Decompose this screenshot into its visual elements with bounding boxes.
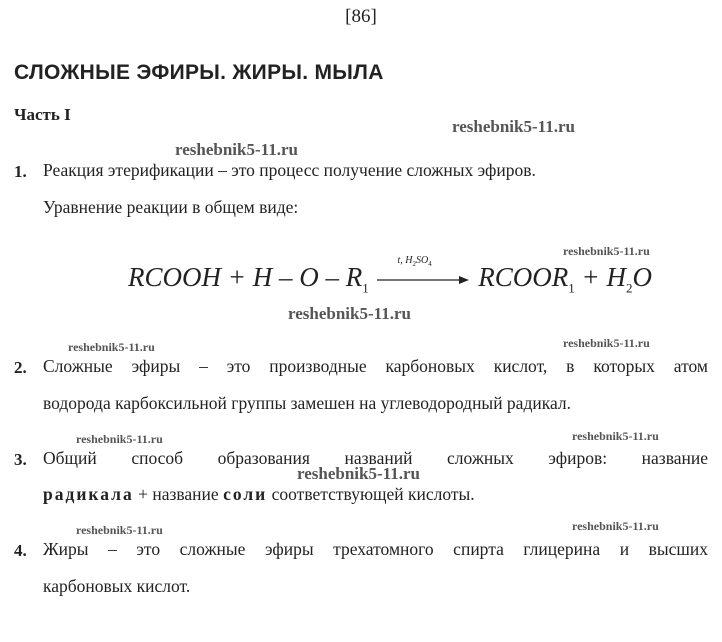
equation-left: RCOOH + H – O – R bbox=[128, 262, 363, 292]
watermark: reshebnik5-11.ru bbox=[175, 140, 298, 159]
item-number: 4. bbox=[14, 541, 27, 560]
section-title: СЛОЖНЫЕ ЭФИРЫ. ЖИРЫ. МЫЛА bbox=[14, 61, 384, 84]
page-number: [86] bbox=[345, 6, 377, 27]
equation-left-sub: 1 bbox=[362, 280, 369, 296]
watermark: reshebnik5-11.ru bbox=[76, 523, 163, 537]
watermark: reshebnik5-11.ru bbox=[572, 519, 659, 533]
item-text: Сложные эфиры – это производные карбоновых кислот, в которых атом bbox=[43, 356, 708, 376]
item-text: Жиры – это сложные эфиры трехатомного спирта глицерина и высших bbox=[43, 539, 708, 559]
watermark: reshebnik5-11.ru bbox=[68, 340, 155, 354]
item-text: Реакция этерификации – это процесс получение сложных эфиров. bbox=[43, 160, 536, 180]
item-number: 2. bbox=[14, 358, 27, 377]
item-text: радикала + название соли соответствующей кислоты. bbox=[43, 484, 475, 504]
item-number: 1. bbox=[14, 162, 27, 181]
arrow-icon bbox=[375, 269, 471, 291]
watermark: reshebnik5-11.ru bbox=[563, 244, 650, 258]
reaction-equation: RCOOH + H – O – $R_1$ t, $H_2SO_4$ $RCOOR_1 + H_2O$ bbox=[128, 254, 652, 296]
reaction-arrow bbox=[375, 254, 471, 291]
item-text: карбоновых кислот. bbox=[43, 576, 191, 596]
watermark: reshebnik5-11.ru bbox=[572, 429, 659, 443]
item-number: 3. bbox=[14, 450, 27, 469]
item-text: Уравнение реакции в общем виде: bbox=[43, 197, 299, 217]
watermark: reshebnik5-11.ru bbox=[297, 464, 420, 483]
item-text: Общий способ образования названий сложных эфиров: название bbox=[43, 448, 708, 468]
watermark: reshebnik5-11.ru bbox=[563, 336, 650, 350]
watermark: reshebnik5-11.ru bbox=[288, 304, 411, 323]
equation-right: RCOOR bbox=[478, 262, 569, 292]
watermark: reshebnik5-11.ru bbox=[76, 432, 163, 446]
reaction-condition: t, $H_2SO_4$ bbox=[397, 254, 432, 268]
part-heading: Часть I bbox=[14, 105, 71, 124]
watermark: reshebnik5-11.ru bbox=[452, 117, 575, 136]
item-text: водорода карбоксильной группы замешен на углеводородный радикал. bbox=[43, 393, 571, 413]
